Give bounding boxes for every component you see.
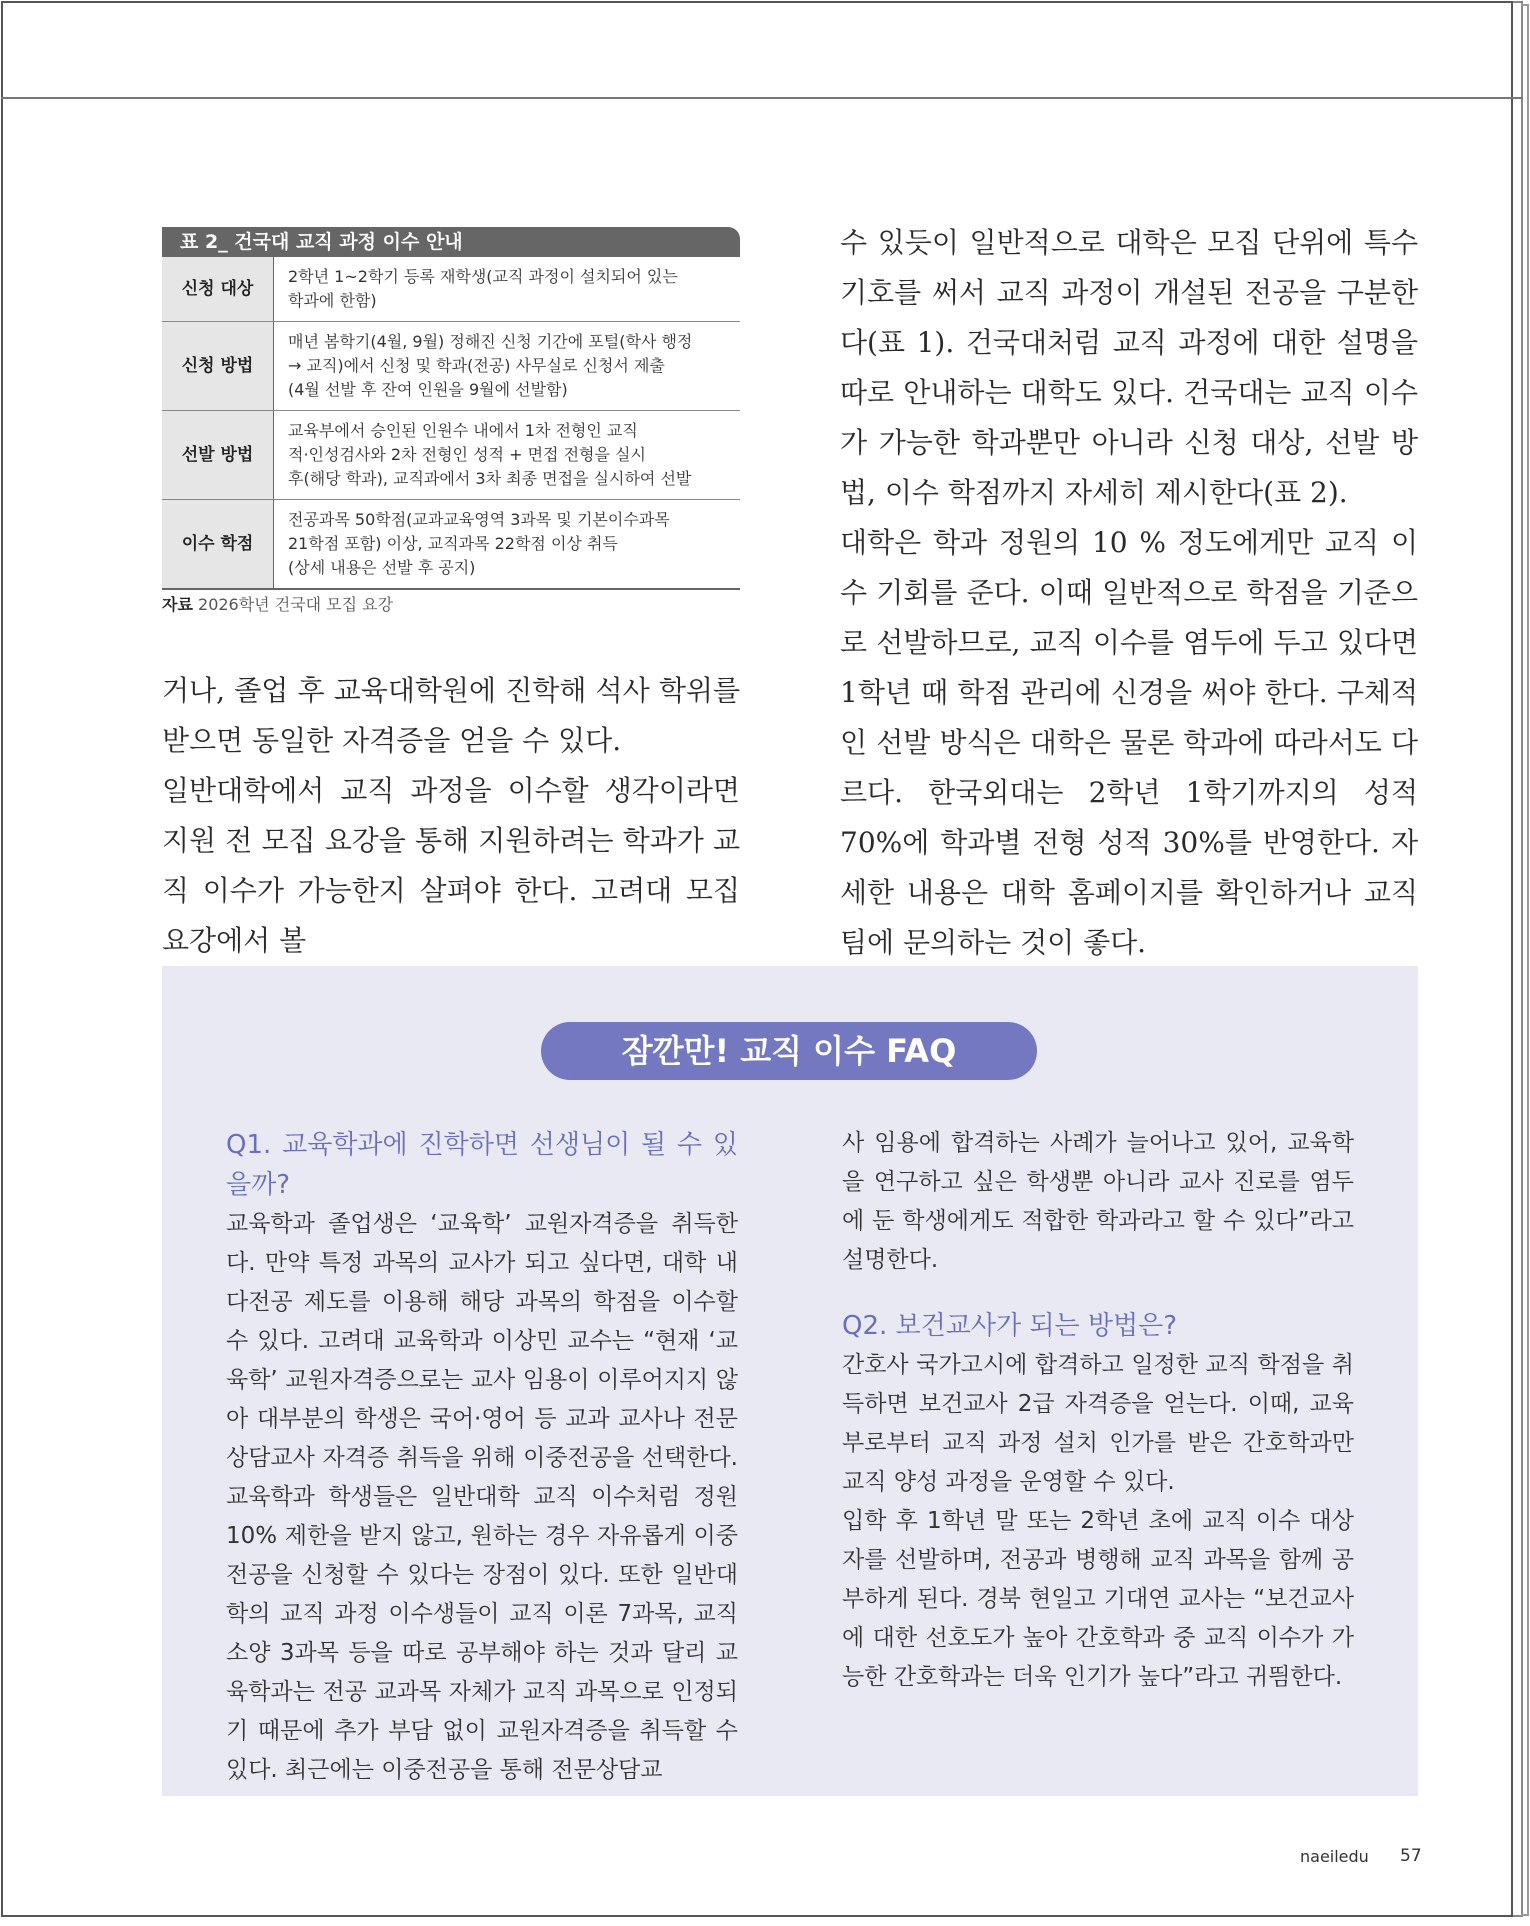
source-label: 자료 — [162, 595, 193, 614]
faq-question-2: Q2. 보건교사가 되는 방법은? — [842, 1311, 1178, 1341]
faq-answer-2-cont: 입학 후 1학년 말 또는 2학년 초에 교직 이수 대상자를 선발하며, 전공과 병행해 교직 과목을 함께 공부하게 된다. 경북 현일고 기대연 교사는 “보건교사에 대한 선호도가 높아 간호학과 중 교직 이수가 가능한 간호학과는 더욱 인기가 높다”라고 귀띔한다. — [842, 1508, 1354, 1690]
row-line: 적·인성검사와 2차 전형인 성적 + 면접 전형을 실시 — [288, 445, 646, 464]
row-line: 2학년 1~2학기 등록 재학생(교직 과정이 설치되어 있는 — [288, 267, 678, 286]
row-line: 교육부에서 승인된 인원수 내에서 1차 전형인 교직 — [288, 421, 638, 440]
table-source — [162, 592, 393, 615]
faq-title: 잠깐만! 교직 이수 FAQ — [541, 1022, 1037, 1080]
info-table — [162, 257, 740, 590]
row-line: 21학점 포함) 이상, 교직과목 22학점 이상 취득 — [288, 534, 618, 553]
row-value — [274, 257, 741, 322]
row-line: (상세 내용은 선발 후 공지) — [288, 558, 476, 577]
row-line: → 교직)에서 신청 및 학과(전공) 사무실로 신청서 제출 — [288, 356, 665, 375]
table-row — [162, 322, 740, 411]
row-label: 선발 방법 — [162, 411, 274, 500]
table-row — [162, 411, 740, 500]
faq-question-1: Q1. 교육학과에 진학하면 선생님이 될 수 있을까? — [226, 1130, 738, 1200]
faq-right-column — [842, 1124, 1354, 1697]
source-text: 2026학년 건국대 모집 요강 — [192, 595, 394, 614]
row-line: (4월 선발 후 잔여 인원을 9월에 선발함) — [288, 380, 568, 399]
row-line: 후(해당 학과), 교직과에서 3차 최종 면접을 실시하여 선발 — [288, 469, 692, 488]
right-column — [840, 218, 1418, 968]
table-row — [162, 500, 740, 590]
top-rule — [1, 97, 1523, 99]
row-line: 전공과목 50학점(교과교육영역 3과목 및 기본이수과목 — [288, 510, 670, 529]
row-value — [274, 322, 741, 411]
faq-answer-1: 교육학과 졸업생은 ‘교육학’ 교원자격증을 취득한다. 만약 특정 과목의 교사가 되고 싶다면, 대학 내 다전공 제도를 이용해 해당 과목의 학점을 이수할 수 있다. 고려대 교육학과 이상민 교수는 “현재 ‘교육학’ 교원자격증으로는 교사 임용이 이루어지지 않아 대부분의 학생은 국어·영어 등 교과 교사나 전문상담교사 자격증 취득을 위해 이중전공을 선택한다. 교육학과 학생들은 일반대학 교직 이수처럼 정원 10% 제한을 받지 않고, 원하는 경우 자유롭게 이중전공을 신청할 수 있다는 장점이 있다. 또한 일반대학의 교직 과정 이수생들이 교직 이론 7과목, 교직 소양 3과목 등을 따로 공부해야 하는 것과 달리 교육학과는 전공 교과목 자체가 교직 과목으로 인정되기 때문에 추가 부담 없이 교원자격증을 취득할 수 있다. 최근에는 이중전공을 통해 전문상담교 — [226, 1211, 738, 1783]
table-row — [162, 257, 740, 322]
table-title: 표 2_ 건국대 교직 과정 이수 안내 — [162, 227, 740, 257]
spacer — [842, 1280, 1354, 1306]
paragraph: 수 있듯이 일반적으로 대학은 모집 단위에 특수기호를 써서 교직 과정이 개설된 전공을 구분한다(표 1). 건국대처럼 교직 과정에 대한 설명을 따로 안내하는 대학도 있다. 건국대는 교직 이수가 가능한 학과뿐만 아니라 신청 대상, 선발 방법, 이수 학점까지 자세히 제시한다(표 2). — [840, 226, 1418, 509]
table-2 — [162, 227, 740, 590]
row-line: 학과에 한함) — [288, 291, 377, 310]
faq-answer-1-cont: 사 임용에 합격하는 사례가 늘어나고 있어, 교육학을 연구하고 싶은 학생뿐 아니라 교사 진로를 염두에 둔 학생에게도 적합한 학과라고 할 수 있다”라고 설명한다. — [842, 1130, 1354, 1273]
faq-left-column — [226, 1125, 738, 1790]
paragraph: 대학은 학과 정원의 10 % 정도에게만 교직 이수 기회를 준다. 이때 일반적으로 학점을 기준으로 선발하므로, 교직 이수를 염두에 두고 있다면 1학년 때 학점 관리에 신경을 써야 한다. 구체적인 선발 방식은 대학은 물론 학과에 따라서도 다르다. 한국외대는 2학년 1학기까지의 성적 70%에 학과별 전형 성적 30%를 반영한다. 자세한 내용은 대학 홈페이지를 확인하거나 교직팀에 문의하는 것이 좋다. — [840, 526, 1418, 959]
row-label: 이수 학점 — [162, 500, 274, 590]
row-label: 신청 대상 — [162, 257, 274, 322]
row-value — [274, 411, 741, 500]
row-value — [274, 500, 741, 590]
paragraph: 일반대학에서 교직 과정을 이수할 생각이라면 지원 전 모집 요강을 통해 지원하려는 학과가 교직 이수가 가능한지 살펴야 한다. 고려대 모집 요강에서 볼 — [162, 774, 740, 957]
page-edge-back — [1521, 4, 1529, 1916]
paragraph: 거나, 졸업 후 교육대학원에 진학해 석사 학위를 받으면 동일한 자격증을 얻을 수 있다. — [162, 674, 740, 757]
row-line: 매년 봄학기(4월, 9월) 정해진 신청 기간에 포털(학사 행정 — [288, 332, 693, 351]
footer-brand: naeiledu — [1300, 1847, 1369, 1866]
row-label: 신청 방법 — [162, 322, 274, 411]
left-column — [162, 666, 740, 966]
page-number: 57 — [1400, 1846, 1422, 1866]
faq-answer-2: 간호사 국가고시에 합격하고 일정한 교직 학점을 취득하면 보건교사 2급 자격증을 얻는다. 이때, 교육부로부터 교직 과정 설치 인가를 받은 간호학과만 교직 양성 과정을 운영할 수 있다. — [842, 1352, 1354, 1495]
